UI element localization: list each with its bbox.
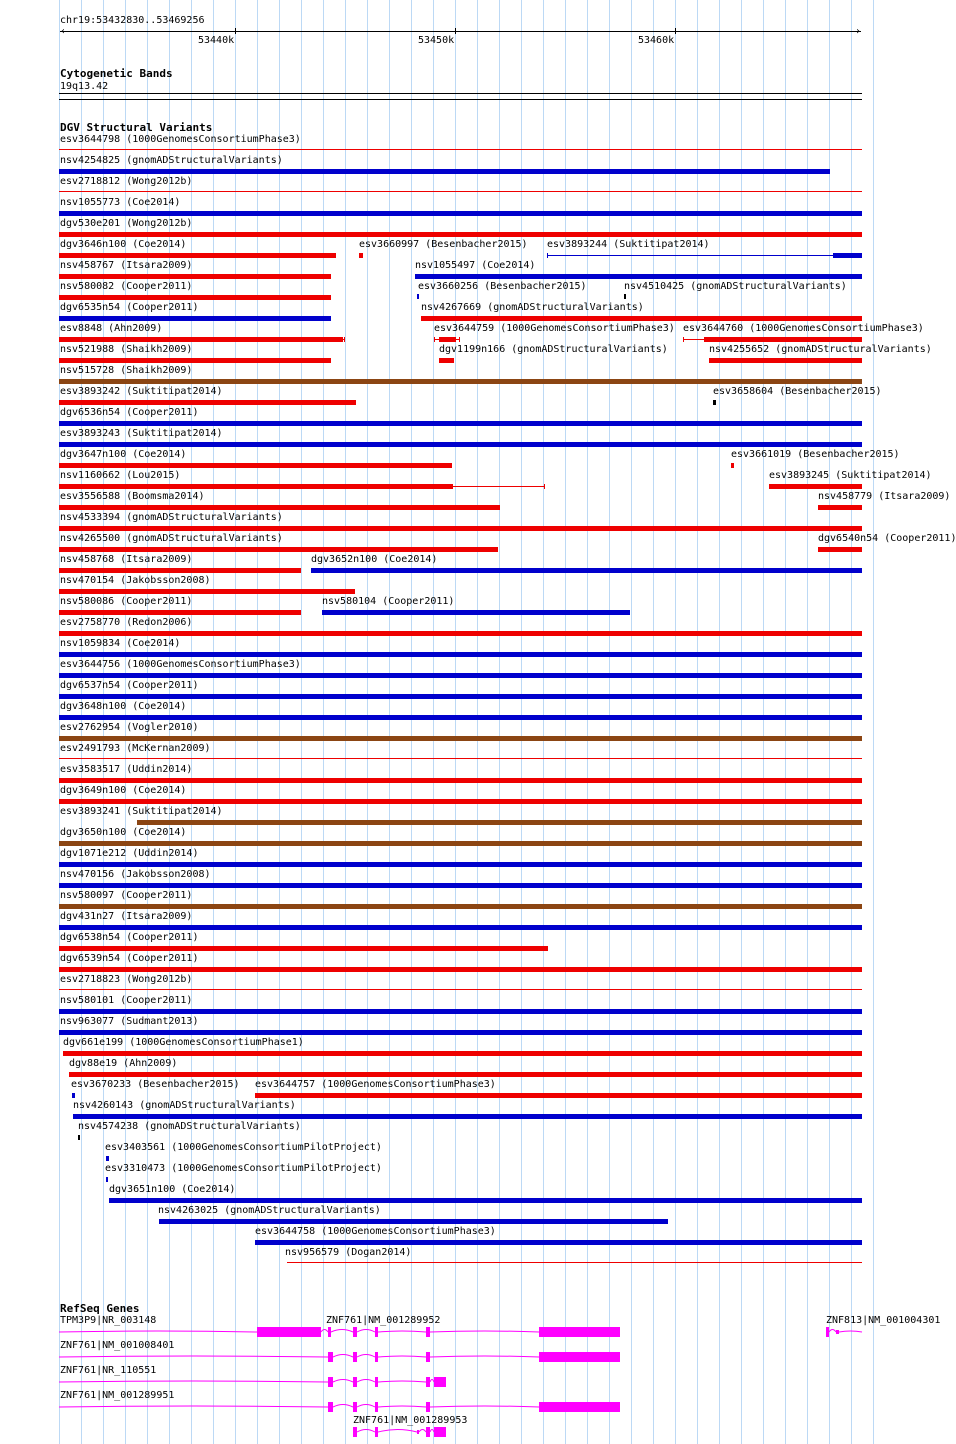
gene-label: ZNF813|NM_001004301	[826, 1315, 941, 1326]
sv-label: dgv6538n54 (Cooper2011)	[60, 932, 199, 943]
sv-bar	[59, 694, 862, 699]
sv-label: esv3583517 (Uddin2014)	[60, 764, 193, 775]
ruler-tick-label: 53450k	[418, 35, 455, 46]
gene-exon	[434, 1377, 446, 1387]
gene-exon	[353, 1352, 357, 1362]
gene-exon	[375, 1402, 378, 1412]
sv-label: nsv4510425 (gnomADStructuralVariants)	[624, 281, 847, 292]
ruler-tick-label: 53440k	[198, 35, 235, 46]
sv-end-tick	[683, 337, 684, 342]
gene-exon	[375, 1352, 378, 1362]
sv-span-line	[452, 486, 545, 487]
sv-label: nsv580082 (Cooper2011)	[60, 281, 193, 292]
gene-exon	[539, 1402, 620, 1412]
sv-label: dgv1071e212 (Uddin2014)	[60, 848, 199, 859]
cytoband-label: 19q13.42	[60, 81, 109, 92]
ruler-tick-label: 53460k	[638, 35, 675, 46]
sv-end-tick	[344, 337, 345, 342]
sv-bar	[59, 946, 548, 951]
sv-end-tick	[434, 337, 435, 342]
sv-bar	[59, 379, 862, 384]
sv-bar	[439, 358, 454, 363]
sv-label: esv3893245 (Suktitipat2014)	[769, 470, 932, 481]
sv-bar	[59, 589, 355, 594]
sv-label: nsv4263025 (gnomADStructuralVariants)	[158, 1205, 381, 1216]
sv-label: dgv3648n100 (Coe2014)	[60, 701, 187, 712]
sv-label: esv3644798 (1000GenomesConsortiumPhase3)	[60, 134, 301, 145]
sv-label: dgv6540n54 (Cooper2011)	[818, 533, 956, 544]
sv-label: esv3660997 (Besenbacher2015)	[359, 239, 528, 250]
sv-bar	[255, 1093, 862, 1098]
sv-label: esv3644757 (1000GenomesConsortiumPhase3)	[255, 1079, 496, 1090]
sv-bar	[59, 736, 862, 741]
sv-label: esv3403561 (1000GenomesConsortiumPilotProject)	[105, 1142, 382, 1153]
gene-exon	[328, 1377, 333, 1387]
sv-bar	[59, 505, 500, 510]
sv-bar	[59, 989, 862, 990]
sv-bar	[287, 1262, 862, 1263]
sv-label: dgv3650n100 (Coe2014)	[60, 827, 187, 838]
gene-intron-line	[59, 1355, 620, 1358]
sv-label: nsv4533394 (gnomADStructuralVariants)	[60, 512, 283, 523]
gene-label: ZNF761|NM_001008401	[60, 1340, 175, 1351]
sv-bar	[769, 484, 862, 489]
sv-label: nsv515728 (Shaikh2009)	[60, 365, 193, 376]
sv-label: nsv458768 (Itsara2009)	[60, 554, 193, 565]
sv-label: nsv1055773 (Coe2014)	[60, 197, 181, 208]
sv-end-tick	[342, 337, 343, 342]
sv-bar	[59, 295, 331, 300]
sv-bar	[59, 1030, 862, 1035]
sv-bar	[59, 925, 862, 930]
sv-label: nsv4255652 (gnomADStructuralVariants)	[709, 344, 932, 355]
sv-bar	[59, 232, 862, 237]
sv-label: esv2491793 (McKernan2009)	[60, 743, 211, 754]
sv-label: dgv6537n54 (Cooper2011)	[60, 680, 199, 691]
sv-label: esv2758770 (Redon2006)	[60, 617, 193, 628]
sv-bar	[59, 169, 830, 174]
sv-label: esv3644756 (1000GenomesConsortiumPhase3)	[60, 659, 301, 670]
sv-label: nsv521988 (Shaikh2009)	[60, 344, 193, 355]
sv-bar	[59, 673, 862, 678]
sv-bar	[59, 904, 862, 909]
sv-bar	[63, 1051, 862, 1056]
sv-label: nsv580086 (Cooper2011)	[60, 596, 193, 607]
sv-label: dgv3652n100 (Coe2014)	[311, 554, 438, 565]
sv-label: nsv580097 (Cooper2011)	[60, 890, 193, 901]
sv-label: dgv3649n100 (Coe2014)	[60, 785, 187, 796]
sv-bar	[59, 1009, 862, 1014]
refseq-track-title: RefSeq Genes	[60, 1302, 140, 1315]
sv-label: dgv88e19 (Ahn2009)	[69, 1058, 178, 1069]
gene-exon	[353, 1402, 357, 1412]
sv-bar	[311, 568, 862, 573]
sv-label: esv3644758 (1000GenomesConsortiumPhase3)	[255, 1226, 496, 1237]
sv-bar	[713, 400, 716, 405]
sv-label: esv3658604 (Besenbacher2015)	[713, 386, 882, 397]
gene-label: ZNF761|NM_001289953	[353, 1415, 468, 1426]
gene-exon	[434, 1427, 446, 1437]
dgv-track-title: DGV Structural Variants	[60, 121, 213, 134]
sv-bar	[818, 547, 862, 552]
gene-exon	[426, 1377, 430, 1387]
gene-exon	[353, 1377, 357, 1387]
sv-label: nsv580101 (Cooper2011)	[60, 995, 193, 1006]
sv-label: nsv1160662 (Lou2015)	[60, 470, 181, 481]
sv-label: esv3893243 (Suktitipat2014)	[60, 428, 223, 439]
gene-intron-line	[59, 1405, 620, 1408]
sv-bar	[417, 294, 419, 299]
sv-label: nsv4260143 (gnomADStructuralVariants)	[73, 1100, 296, 1111]
sv-bar	[59, 799, 862, 804]
sv-label: dgv6539n54 (Cooper2011)	[60, 953, 199, 964]
sv-bar	[59, 358, 331, 363]
sv-label: esv2762954 (Vogler2010)	[60, 722, 199, 733]
gene-label: TPM3P9|NR_003148	[60, 1315, 157, 1326]
sv-bar	[59, 442, 862, 447]
gene-exon	[539, 1352, 620, 1362]
gene-exon	[328, 1402, 333, 1412]
sv-label: nsv956579 (Dogan2014)	[285, 1247, 412, 1258]
sv-label: nsv1055497 (Coe2014)	[415, 260, 536, 271]
sv-bar	[59, 316, 331, 321]
sv-bar	[59, 526, 862, 531]
sv-label: nsv458779 (Itsara2009)	[818, 491, 951, 502]
gene-exon	[826, 1327, 829, 1337]
sv-bar	[59, 149, 862, 150]
sv-bar	[705, 337, 862, 342]
sv-label: nsv4254825 (gnomADStructuralVariants)	[60, 155, 283, 166]
sv-label: esv3310473 (1000GenomesConsortiumPilotProject)	[105, 1163, 382, 1174]
sv-bar	[59, 967, 862, 972]
sv-label: dgv431n27 (Itsara2009)	[60, 911, 193, 922]
sv-label: esv3556588 (Boomsma2014)	[60, 491, 205, 502]
sv-bar	[106, 1156, 109, 1161]
sv-label: nsv580104 (Cooper2011)	[322, 596, 455, 607]
sv-bar	[59, 211, 862, 216]
sv-bar	[59, 253, 336, 258]
sv-label: dgv3647n100 (Coe2014)	[60, 449, 187, 460]
sv-end-tick	[544, 484, 545, 489]
sv-bar	[415, 274, 862, 279]
gene-exon	[353, 1427, 357, 1437]
sv-bar	[59, 883, 862, 888]
sv-bar	[59, 337, 342, 342]
sv-bar	[709, 358, 862, 363]
sv-bar	[59, 463, 452, 468]
sv-label: esv2718823 (Wong2012b)	[60, 974, 193, 985]
sv-label: dgv6535n54 (Cooper2011)	[60, 302, 199, 313]
sv-end-tick	[452, 484, 453, 489]
sv-label: esv3670233 (Besenbacher2015)	[71, 1079, 240, 1090]
sv-label: nsv4574238 (gnomADStructuralVariants)	[78, 1121, 301, 1132]
sv-label: dgv6536n54 (Cooper2011)	[60, 407, 199, 418]
sv-label: dgv3646n100 (Coe2014)	[60, 239, 187, 250]
sv-label: esv3660256 (Besenbacher2015)	[418, 281, 587, 292]
sv-bar	[73, 1114, 862, 1119]
sv-bar	[137, 820, 862, 825]
sv-bar	[359, 253, 363, 258]
sv-bar	[624, 294, 626, 299]
sv-label: nsv470156 (Jakobsson2008)	[60, 869, 211, 880]
sv-label: dgv1199n166 (gnomADStructuralVariants)	[439, 344, 668, 355]
ruler-position-label: chr19:53432830..53469256	[60, 15, 205, 26]
sv-end-tick	[459, 337, 460, 342]
sv-bar	[69, 1072, 862, 1077]
gene-exon	[328, 1352, 333, 1362]
gene-exon	[417, 1430, 419, 1434]
sv-label: dgv661e199 (1000GenomesConsortiumPhase1)	[63, 1037, 304, 1048]
sv-bar	[72, 1093, 75, 1098]
sv-label: esv2718812 (Wong2012b)	[60, 176, 193, 187]
sv-bar	[59, 862, 862, 867]
sv-label: esv3661019 (Besenbacher2015)	[731, 449, 900, 460]
cytoband-title: Cytogenetic Bands	[60, 67, 173, 80]
sv-bar	[59, 274, 331, 279]
gene-label: ZNF761|NM_001289952	[326, 1315, 441, 1326]
sv-label: nsv4267669 (gnomADStructuralVariants)	[421, 302, 644, 313]
sv-bar	[59, 547, 498, 552]
sv-bar	[59, 568, 301, 573]
sv-bar	[59, 778, 862, 783]
sv-bar	[59, 841, 862, 846]
sv-label: nsv470154 (Jakobsson2008)	[60, 575, 211, 586]
sv-bar	[421, 316, 862, 321]
gene-intron-line	[357, 1430, 446, 1433]
sv-bar	[59, 191, 862, 192]
sv-bar	[78, 1135, 80, 1140]
sv-bar	[322, 610, 630, 615]
gene-intron-line	[829, 1330, 862, 1333]
sv-span-line	[547, 255, 834, 256]
sv-bar	[59, 631, 862, 636]
sv-label: esv3644760 (1000GenomesConsortiumPhase3)	[683, 323, 924, 334]
gene-exon	[426, 1402, 430, 1412]
sv-label: dgv3651n100 (Coe2014)	[109, 1184, 236, 1195]
sv-bar	[109, 1198, 862, 1203]
sv-bar	[731, 463, 734, 468]
gene-model	[0, 1420, 890, 1444]
sv-bar	[439, 337, 456, 342]
sv-bar	[255, 1240, 862, 1245]
sv-bar	[59, 652, 862, 657]
sv-bar	[106, 1177, 108, 1182]
sv-label: esv3893241 (Suktitipat2014)	[60, 806, 223, 817]
gene-exon	[375, 1427, 378, 1437]
sv-label: nsv458767 (Itsara2009)	[60, 260, 193, 271]
sv-label: esv3644759 (1000GenomesConsortiumPhase3)	[434, 323, 675, 334]
sv-label: dgv530e201 (Wong2012b)	[60, 218, 193, 229]
gene-exon	[426, 1352, 430, 1362]
sv-bar	[59, 400, 356, 405]
gene-exon	[426, 1427, 430, 1437]
sv-span-line	[683, 339, 705, 340]
sv-bar	[159, 1219, 668, 1224]
sv-bar	[818, 505, 862, 510]
sv-bar	[834, 253, 862, 258]
sv-bar	[59, 715, 862, 720]
sv-label: nsv963077 (Sudmant2013)	[60, 1016, 199, 1027]
gene-label: ZNF761|NM_001289951	[60, 1390, 175, 1401]
gene-exon	[836, 1330, 839, 1334]
sv-label: esv3893244 (Suktitipat2014)	[547, 239, 710, 250]
sv-bar	[59, 421, 862, 426]
gene-intron-line	[59, 1380, 446, 1383]
gene-label: ZNF761|NR_110551	[60, 1365, 157, 1376]
sv-bar	[59, 758, 862, 759]
sv-bar	[59, 610, 301, 615]
gene-exon	[375, 1377, 378, 1387]
ruler-left-arrow: ‹	[60, 26, 67, 37]
sv-bar	[59, 484, 452, 489]
sv-label: esv8848 (Ahn2009)	[60, 323, 163, 334]
sv-label: nsv1059834 (Coe2014)	[60, 638, 181, 649]
sv-label: nsv4265500 (gnomADStructuralVariants)	[60, 533, 283, 544]
sv-label: esv3893242 (Suktitipat2014)	[60, 386, 223, 397]
ruler-right-arrow: ›	[855, 26, 862, 37]
sv-end-tick	[547, 253, 548, 258]
